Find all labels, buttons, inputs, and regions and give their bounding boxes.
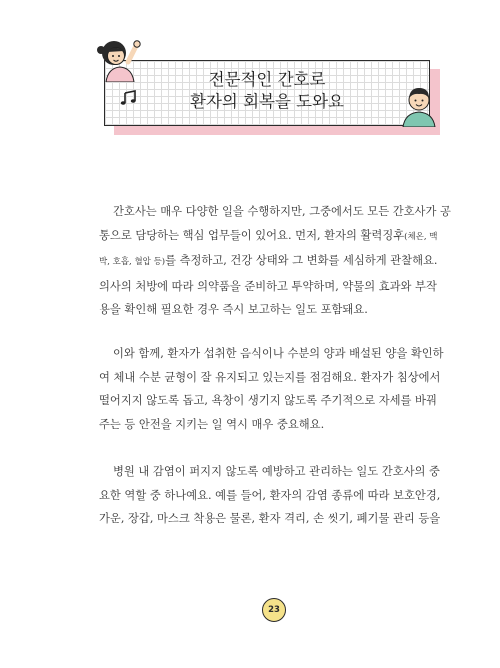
music-note-icon: [120, 90, 138, 106]
text-line: 간호사는 매우 다양한 일을 수행하지만, 그중에서도 모든 간호사가 공: [113, 205, 451, 218]
text-line: 박, 호흡, 혈압 등)를 측정하고, 건강 상태와 그 변화를 세심하게 관찰해요.: [99, 254, 438, 268]
body-paragraph-2: [99, 342, 444, 436]
text-line: 떨어지지 않도록 돕고, 욕창이 생기지 않도록 주기적으로 자세를 바꿔: [99, 394, 437, 408]
vital-signs-note: (체온, 맥: [404, 231, 438, 242]
body-paragraph-3: [99, 460, 441, 531]
text-line: 여 체내 수분 균형이 잘 유지되고 있는지를 점검해요. 환자가 침상에서: [99, 370, 441, 384]
title-banner: [104, 60, 430, 126]
body-paragraph-1: [99, 200, 451, 322]
text-line: 병원 내 감염이 퍼지지 않도록 예방하고 관리하는 일도 간호사의 중: [113, 465, 440, 478]
page-number-badge: 23: [262, 598, 286, 622]
text-line: 가운, 장갑, 마스크 착용은 물론, 환자 격리, 손 씻기, 폐기물 관리 등을: [99, 512, 441, 526]
text-line: 이와 함께, 환자가 섭취한 음식이나 수분의 양과 배설된 양을 확인하: [113, 347, 444, 360]
text-line: 주는 등 안전을 지키는 일 역시 매우 중요해요.: [99, 417, 325, 431]
text-line: 의사의 처방에 따라 의약품을 준비하고 투약하며, 약물의 효과와 부작: [99, 279, 437, 293]
text-line: 요한 역할 중 하나예요. 예를 들어, 환자의 감염 종류에 따라 보호안경,: [99, 488, 441, 502]
chapter-title-line2: 환자의 회복을 도와요: [190, 92, 344, 111]
chapter-title-line1: 전문적인 간호로: [208, 70, 326, 89]
text-line: 용을 확인해 필요한 경우 즉시 보고하는 일도 포함돼요.: [99, 303, 368, 317]
text-line: 통으로 담당하는 핵심 업무들이 있어요. 먼저, 환자의 활력징후(체온, 맥: [99, 228, 438, 242]
chapter-title: [105, 69, 429, 113]
vital-signs-note: 박, 호흡, 혈압 등): [99, 257, 166, 268]
smiling-boy-illustration: [401, 85, 437, 127]
cheering-girl-illustration: [92, 38, 150, 82]
